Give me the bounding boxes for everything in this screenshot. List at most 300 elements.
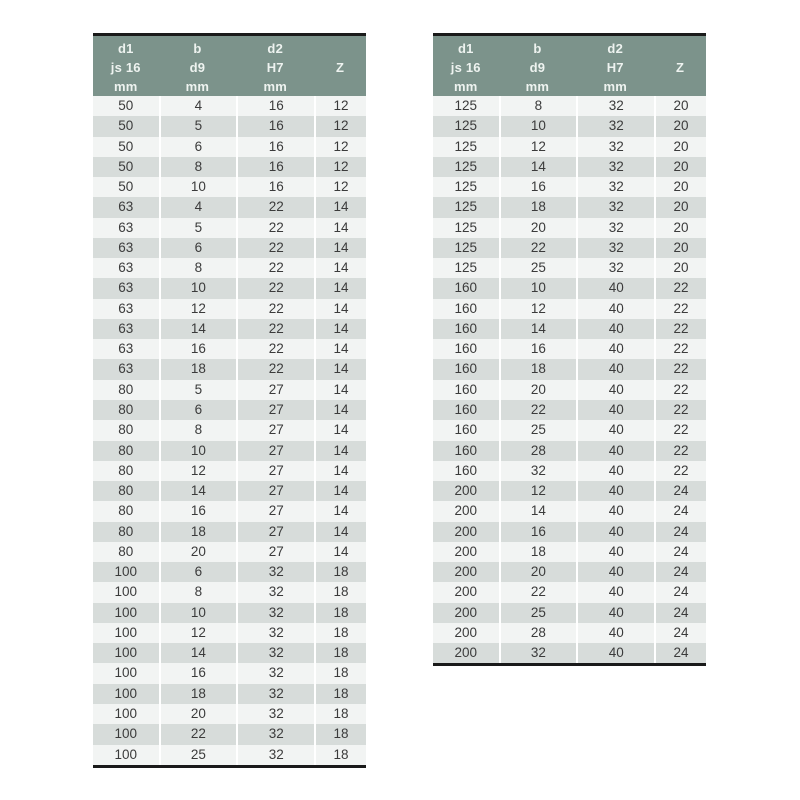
table-cell: 4: [159, 197, 237, 217]
table-cell: 32: [236, 562, 314, 582]
table-cell: 40: [576, 582, 654, 602]
table-header-row: [93, 36, 366, 96]
table-cell: 14: [314, 441, 366, 461]
table-cell: 6: [159, 400, 237, 420]
table-cell: 16: [236, 157, 314, 177]
table-row: [433, 258, 706, 278]
table-cell: 22: [654, 441, 706, 461]
header-line: d2: [267, 40, 283, 56]
table-cell: 18: [499, 359, 577, 379]
table-cell: 16: [236, 96, 314, 116]
table-cell: 16: [236, 177, 314, 197]
header-line: d9: [529, 59, 546, 75]
table-row: [433, 441, 706, 461]
table-row: [93, 197, 366, 217]
table-cell: 24: [654, 623, 706, 643]
table-cell: 14: [314, 197, 366, 217]
table-row: [433, 420, 706, 440]
table-cell: 14: [314, 481, 366, 501]
table-cell: 18: [314, 582, 366, 602]
table-cell: 125: [454, 118, 478, 134]
table-cell: 40: [576, 299, 654, 319]
header-cell: [236, 36, 314, 96]
table-row: [93, 745, 366, 765]
table-cell: 40: [576, 380, 654, 400]
table-cell: 8: [159, 420, 237, 440]
table-cell: 100: [114, 564, 138, 580]
table-cell: 12: [159, 461, 237, 481]
table-cell: 22: [236, 258, 314, 278]
table-cell: 12: [314, 96, 366, 116]
table-cell: 14: [499, 501, 577, 521]
table-cell: 27: [236, 501, 314, 521]
table-cell: 12: [499, 137, 577, 157]
table-row: [433, 582, 706, 602]
table-cell: 125: [454, 199, 478, 215]
table-cell: 16: [159, 663, 237, 683]
table-cell: 63: [118, 341, 134, 357]
header-cell: [433, 36, 499, 96]
table-cell: 100: [114, 665, 138, 681]
table-cell: 14: [314, 238, 366, 258]
table-cell: 160: [454, 462, 478, 478]
header-line: H7: [606, 59, 624, 75]
table-cell: 160: [454, 381, 478, 397]
table-cell: 20: [654, 137, 706, 157]
table-cell: 14: [314, 542, 366, 562]
table-cell: 25: [499, 258, 577, 278]
table-cell: 32: [499, 643, 577, 663]
header-line: mm: [525, 78, 550, 94]
table-cell: 18: [314, 623, 366, 643]
header-line: mm: [453, 78, 478, 94]
table-cell: 6: [159, 562, 237, 582]
table-cell: 5: [159, 380, 237, 400]
table-row: [433, 461, 706, 481]
table-cell: 40: [576, 420, 654, 440]
table-cell: 125: [454, 239, 478, 255]
table-cell: 80: [118, 462, 134, 478]
table-cell: 14: [314, 319, 366, 339]
header-line: b: [193, 40, 202, 56]
table-row: [93, 339, 366, 359]
table-cell: 32: [236, 684, 314, 704]
table-cell: 14: [314, 522, 366, 542]
table-cell: 160: [454, 300, 478, 316]
table-cell: 20: [654, 238, 706, 258]
table-row: [93, 319, 366, 339]
table-cell: 20: [654, 218, 706, 238]
table-row: [433, 96, 706, 116]
table-cell: 100: [114, 685, 138, 701]
table-cell: 22: [654, 278, 706, 298]
table-cell: 20: [654, 177, 706, 197]
table-cell: 80: [118, 422, 134, 438]
table-cell: 18: [499, 542, 577, 562]
table-cell: 18: [159, 684, 237, 704]
table-cell: 16: [499, 177, 577, 197]
table-cell: 8: [159, 157, 237, 177]
header-line: H7: [266, 59, 284, 75]
table-cell: 125: [454, 158, 478, 174]
table-row: [433, 137, 706, 157]
table-cell: 80: [118, 442, 134, 458]
table-cell: 32: [236, 724, 314, 744]
table-cell: 14: [314, 461, 366, 481]
table-row: [433, 481, 706, 501]
table-cell: 80: [118, 503, 134, 519]
table-cell: 40: [576, 400, 654, 420]
header-line: [654, 39, 706, 58]
header-line: [314, 77, 366, 96]
table-row: [93, 704, 366, 724]
table-cell: 80: [118, 483, 134, 499]
table-cell: 20: [654, 96, 706, 116]
table-cell: 32: [576, 116, 654, 136]
table-cell: 125: [454, 179, 478, 195]
table-cell: 14: [314, 400, 366, 420]
table-cell: 22: [654, 380, 706, 400]
table-cell: 14: [314, 420, 366, 440]
table-cell: 100: [114, 584, 138, 600]
table-cell: 12: [314, 157, 366, 177]
table-row: [93, 380, 366, 400]
table-cell: 32: [576, 197, 654, 217]
table-row: [433, 380, 706, 400]
header-line: d1: [117, 40, 134, 56]
table-cell: 20: [654, 157, 706, 177]
table-row: [93, 663, 366, 683]
table-cell: 18: [499, 197, 577, 217]
table-cell: 22: [654, 400, 706, 420]
table-row: [433, 238, 706, 258]
table-cell: 100: [114, 705, 138, 721]
table-cell: 22: [236, 339, 314, 359]
table-cell: 22: [499, 238, 577, 258]
table-cell: 14: [499, 319, 577, 339]
table-cell: 22: [236, 197, 314, 217]
header-cell: [314, 36, 366, 96]
table-cell: 40: [576, 359, 654, 379]
table-cell: 28: [499, 441, 577, 461]
table-cell: 40: [576, 542, 654, 562]
table-cell: 22: [236, 278, 314, 298]
table-cell: 125: [454, 219, 478, 235]
table-cell: 14: [314, 218, 366, 238]
table-cell: 63: [118, 361, 134, 377]
table-row: [433, 299, 706, 319]
table-cell: 40: [576, 603, 654, 623]
table-cell: 32: [236, 582, 314, 602]
table-cell: 63: [118, 260, 134, 276]
table-row: [93, 420, 366, 440]
table-cell: 16: [236, 116, 314, 136]
table-cell: 8: [499, 96, 577, 116]
table-row: [93, 441, 366, 461]
table-cell: 40: [576, 643, 654, 663]
table-cell: 32: [576, 258, 654, 278]
table-cell: 125: [454, 98, 478, 113]
header-line: b: [533, 40, 542, 56]
table-row: [433, 157, 706, 177]
table-cell: 40: [576, 319, 654, 339]
table-cell: 200: [454, 645, 478, 661]
header-line: mm: [113, 78, 138, 94]
table-cell: 200: [454, 543, 478, 559]
table-cell: 22: [654, 461, 706, 481]
table-cell: 22: [654, 319, 706, 339]
table-cell: 50: [118, 158, 134, 174]
table-row: [93, 258, 366, 278]
table-row: [433, 116, 706, 136]
table-row: [433, 319, 706, 339]
table-cell: 160: [454, 422, 478, 438]
table-cell: 22: [654, 420, 706, 440]
table-cell: 14: [314, 380, 366, 400]
table-cell: 22: [159, 724, 237, 744]
table-cell: 12: [314, 137, 366, 157]
header-cell: [93, 36, 159, 96]
table-row: [93, 299, 366, 319]
table-cell: 63: [118, 239, 134, 255]
table-cell: 20: [654, 258, 706, 278]
table-row: [93, 582, 366, 602]
table-cell: 63: [118, 219, 134, 235]
table-cell: 10: [159, 177, 237, 197]
table-cell: 12: [314, 116, 366, 136]
table-row: [433, 501, 706, 521]
table-cell: 14: [314, 299, 366, 319]
table-cell: 160: [454, 401, 478, 417]
table-cell: 100: [114, 604, 138, 620]
table-cell: 63: [118, 280, 134, 296]
header-line: js 16: [110, 59, 141, 75]
table-cell: 27: [236, 461, 314, 481]
table-cell: 50: [118, 179, 134, 195]
table-cell: 18: [314, 684, 366, 704]
table-cell: 32: [236, 745, 314, 765]
table-cell: 100: [114, 645, 138, 661]
table-cell: 14: [314, 278, 366, 298]
table-row: [433, 359, 706, 379]
table-cell: 18: [314, 643, 366, 663]
table-cell: 20: [654, 197, 706, 217]
table-cell: 40: [576, 339, 654, 359]
table-row: [433, 603, 706, 623]
header-cell: [159, 36, 237, 96]
table-row: [93, 603, 366, 623]
table-cell: 5: [159, 116, 237, 136]
table-cell: 27: [236, 420, 314, 440]
table-cell: 22: [236, 238, 314, 258]
table-cell: 50: [118, 118, 134, 134]
table-header-row: [433, 36, 706, 96]
table-row: [93, 684, 366, 704]
table-cell: 27: [236, 481, 314, 501]
header-line: d1: [457, 40, 474, 56]
table-cell: 27: [236, 522, 314, 542]
table-cell: 24: [654, 643, 706, 663]
table-row: [433, 218, 706, 238]
header-line: [654, 77, 706, 96]
table-cell: 80: [118, 543, 134, 559]
table-row: [433, 339, 706, 359]
table-cell: 24: [654, 481, 706, 501]
table-row: [93, 238, 366, 258]
table-cell: 63: [118, 199, 134, 215]
table-cell: 32: [576, 177, 654, 197]
table-cell: 32: [236, 603, 314, 623]
table-cell: 25: [499, 603, 577, 623]
table-cell: 40: [576, 481, 654, 501]
table-row: [93, 461, 366, 481]
table-cell: 16: [159, 339, 237, 359]
table-cell: 24: [654, 582, 706, 602]
table-cell: 160: [454, 320, 478, 336]
table-cell: 20: [499, 380, 577, 400]
table-cell: 100: [114, 746, 138, 762]
table-cell: 25: [499, 420, 577, 440]
table-cell: 10: [159, 603, 237, 623]
table-cell: 24: [654, 501, 706, 521]
table-cell: 14: [314, 258, 366, 278]
table-cell: 32: [499, 461, 577, 481]
table-cell: 200: [454, 483, 478, 499]
table-row: [93, 501, 366, 521]
table-cell: 125: [454, 138, 478, 154]
table-cell: 160: [454, 341, 478, 357]
table-cell: 63: [118, 320, 134, 336]
table-cell: 160: [454, 361, 478, 377]
table-cell: 40: [576, 522, 654, 542]
table-row: [93, 116, 366, 136]
table-cell: 8: [159, 582, 237, 602]
table-row: [93, 643, 366, 663]
table-cell: 63: [118, 300, 134, 316]
header-cell: [576, 36, 654, 96]
table-cell: 32: [236, 704, 314, 724]
table-cell: 27: [236, 400, 314, 420]
table-cell: 160: [454, 442, 478, 458]
table-cell: 12: [159, 299, 237, 319]
table-cell: 20: [654, 116, 706, 136]
table-cell: 18: [314, 724, 366, 744]
table-cell: 14: [159, 643, 237, 663]
table-row: [433, 542, 706, 562]
table-cell: 160: [454, 280, 478, 296]
table-cell: 40: [576, 278, 654, 298]
table-cell: 20: [499, 218, 577, 238]
table-row: [93, 177, 366, 197]
table-cell: 80: [118, 401, 134, 417]
table-row: [93, 359, 366, 379]
table-row: [433, 400, 706, 420]
table-cell: 40: [576, 441, 654, 461]
table-cell: 14: [314, 359, 366, 379]
table-cell: 27: [236, 380, 314, 400]
header-line: mm: [603, 78, 627, 94]
header-line: Z: [335, 59, 345, 75]
table-cell: 32: [576, 137, 654, 157]
table-cell: 22: [236, 218, 314, 238]
table-row: [433, 278, 706, 298]
table-cell: 27: [236, 441, 314, 461]
table-cell: 16: [236, 137, 314, 157]
table-cell: 8: [159, 258, 237, 278]
table-row: [433, 643, 706, 663]
table-cell: 200: [454, 624, 478, 640]
table-cell: 32: [576, 218, 654, 238]
table-cell: 40: [576, 623, 654, 643]
table-cell: 25: [159, 745, 237, 765]
table-cell: 16: [159, 501, 237, 521]
table-cell: 22: [236, 319, 314, 339]
table-cell: 12: [499, 299, 577, 319]
table-cell: 22: [654, 359, 706, 379]
table-cell: 20: [499, 562, 577, 582]
header-cell: [499, 36, 577, 96]
header-line: mm: [263, 78, 287, 94]
table-cell: 18: [159, 359, 237, 379]
header-cell: [654, 36, 706, 96]
table-cell: 18: [314, 603, 366, 623]
table-row: [93, 623, 366, 643]
table-row: [93, 481, 366, 501]
table-cell: 50: [118, 138, 134, 154]
table-cell: 32: [236, 663, 314, 683]
table-cell: 14: [159, 319, 237, 339]
spec-table-left: [93, 33, 366, 768]
table-cell: 24: [654, 562, 706, 582]
table-cell: 22: [236, 359, 314, 379]
table-cell: 14: [314, 501, 366, 521]
table-cell: 10: [499, 116, 577, 136]
table-cell: 28: [499, 623, 577, 643]
table-row: [93, 562, 366, 582]
table-cell: 14: [159, 481, 237, 501]
table-cell: 32: [236, 623, 314, 643]
table-row: [433, 623, 706, 643]
table-cell: 12: [159, 623, 237, 643]
table-cell: 200: [454, 523, 478, 539]
table-cell: 10: [159, 441, 237, 461]
table-cell: 18: [159, 522, 237, 542]
table-cell: 12: [314, 177, 366, 197]
table-cell: 200: [454, 584, 478, 600]
header-line: d2: [607, 40, 623, 56]
table-cell: 22: [654, 299, 706, 319]
table-cell: 4: [159, 96, 237, 116]
table-cell: 16: [499, 522, 577, 542]
table-row: [93, 724, 366, 744]
table-row: [433, 177, 706, 197]
table-cell: 18: [314, 562, 366, 582]
table-cell: 24: [654, 542, 706, 562]
table-cell: 40: [576, 562, 654, 582]
table-cell: 32: [576, 96, 654, 116]
table-row: [93, 278, 366, 298]
table-cell: 12: [499, 481, 577, 501]
table-row: [433, 562, 706, 582]
table-cell: 24: [654, 603, 706, 623]
table-cell: 22: [236, 299, 314, 319]
header-line: js 16: [450, 59, 481, 75]
table-row: [433, 522, 706, 542]
table-cell: 20: [159, 704, 237, 724]
table-cell: 80: [118, 523, 134, 539]
table-row: [93, 137, 366, 157]
table-row: [93, 400, 366, 420]
